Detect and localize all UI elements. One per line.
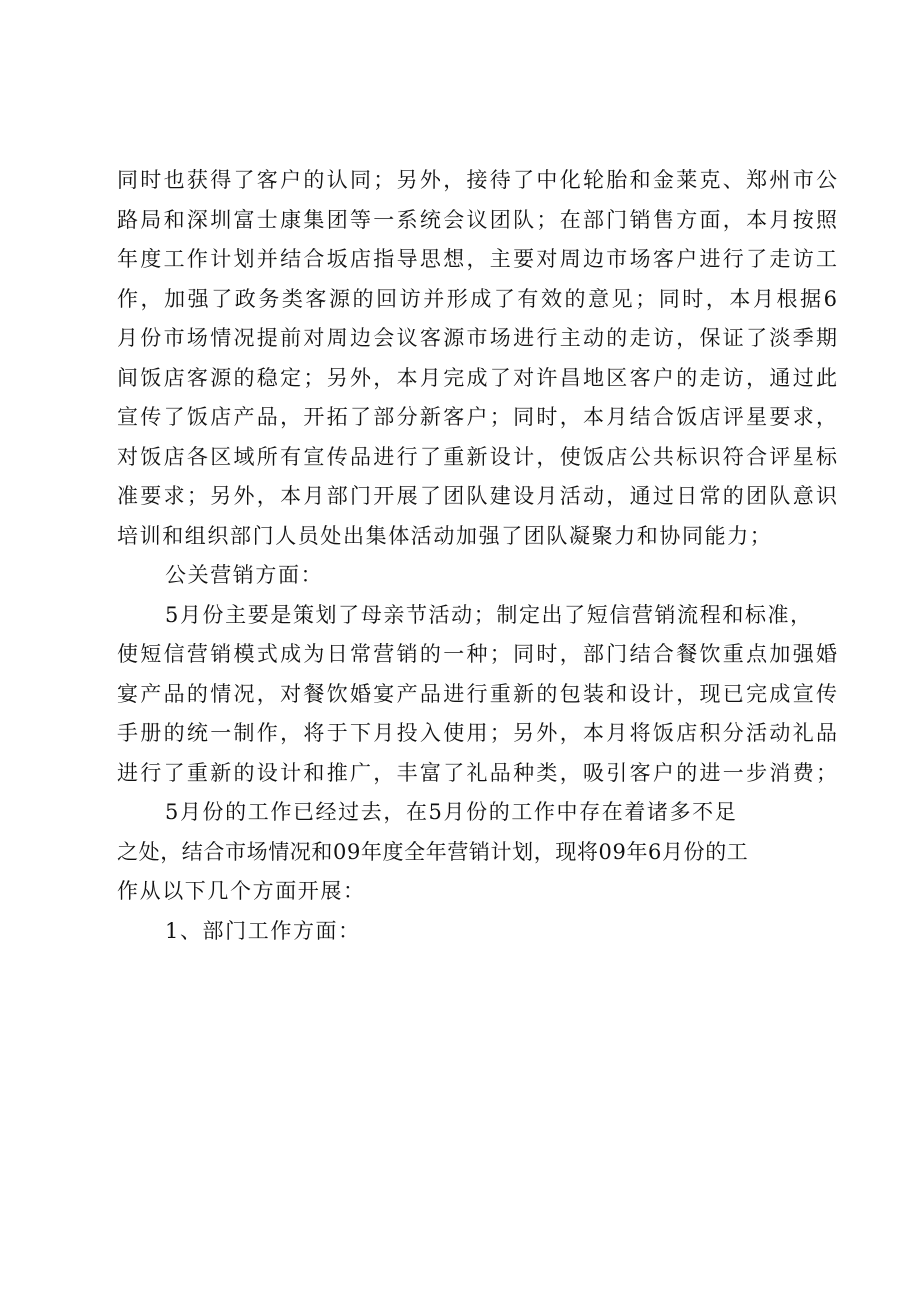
text-line: 宴产品的情况，对餐饮婚宴产品进行重新的包装和设计，现已完成宣传 (117, 681, 837, 706)
text-line: 间饭店客源的稳定；另外，本月完成了对许昌地区客户的走访，通过此 (117, 365, 837, 390)
paragraph-start: 5月份的工作已经过去，在5月份的工作中存在着诸多不足 (165, 800, 738, 824)
text-line: 同时也获得了客户的认同；另外，接待了中化轮胎和金莱克、郑州市公 (117, 168, 837, 192)
text-line: 手册的统一制作，将于下月投入使用；另外，本月将饭店积分活动礼品 (117, 721, 837, 745)
text-line: 对饭店各区域所有宣传品进行了重新设计，使饭店公共标识符合评星标 (117, 444, 837, 469)
section-heading: 1、部门工作方面： (165, 918, 361, 943)
text-line: 作从以下几个方面开展： (117, 879, 366, 903)
text-line: 之处，结合市场情况和09年度全年营销计划，现将09年6月份的工 (117, 839, 749, 864)
text-line: 进行了重新的设计和推广，丰富了礼品种类，吸引客户的进一步消费； (117, 760, 837, 785)
text-line: 使短信营销模式成为日常营销的一种；同时，部门结合餐饮重点加强婚 (117, 642, 837, 666)
text-line: 年度工作计划并结合坂店指导思想，主要对周边市场客户进行了走访工 (117, 247, 837, 271)
paragraph-start: 5月份主要是策划了母亲节活动；制定出了短信营销流程和标准， (165, 602, 813, 627)
text-line: 月份市场情况提前对周边会议客源市场进行主动的走访，保证了淡季期 (117, 326, 837, 350)
section-heading: 公关营销方面： (165, 563, 324, 587)
text-line: 路局和深圳富士康集团等一系统会议团队；在部门销售方面，本月按照 (117, 207, 837, 232)
text-line: 作，加强了政务类客源的回访并形成了有效的意见；同时，本月根据6 (117, 286, 837, 311)
text-line: 宣传了饭店产品，开拓了部分新客户；同时，本月结合饭店评星要求， (117, 405, 837, 429)
body-text (117, 161, 837, 951)
text-line: 准要求；另外，本月部门开展了团队建设月活动，通过日常的团队意识 (117, 484, 837, 508)
text-line: 培训和组织部门人员处出集体活动加强了团队凝聚力和协同能力； (117, 523, 773, 548)
